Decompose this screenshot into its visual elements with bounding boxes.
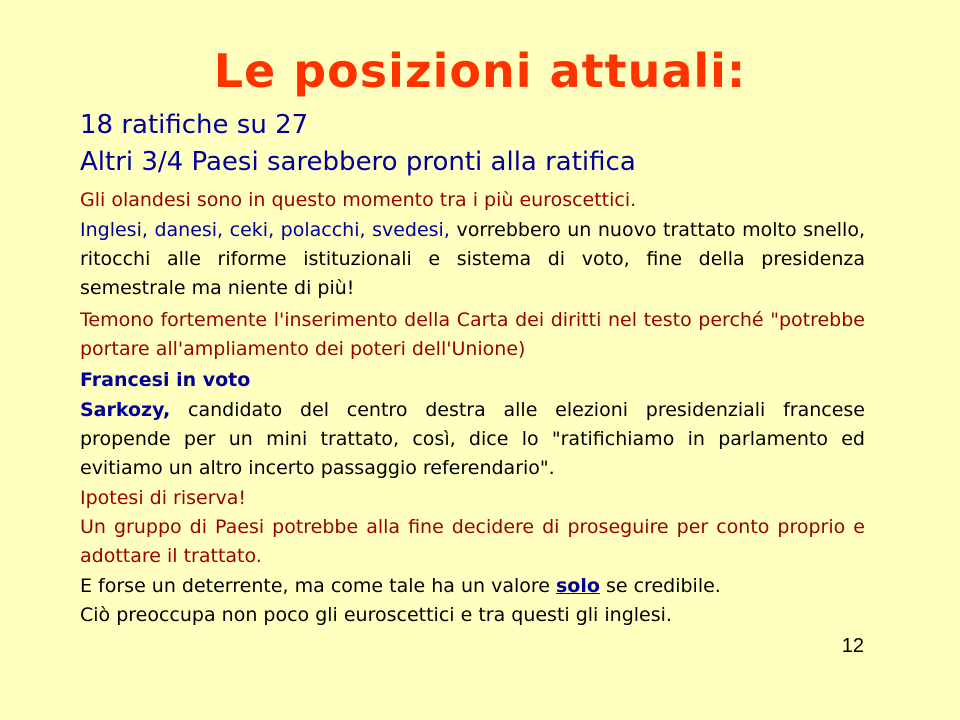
paragraph-sarkozy	[80, 396, 865, 483]
paragraph-inglesi-rest: vorrebbero un nuovo trattato molto snello, ritocchi alle riforme istituzionali e sistema di voto, fine della presidenza semestrale ma niente di più!	[80, 219, 865, 299]
paragraph-ipotesi: Ipotesi di riserva!	[80, 487, 247, 509]
paragraph-inglesi	[80, 216, 865, 303]
subheading-altri-paesi: Altri 3/4 Paesi sarebbero pronti alla ratifica	[80, 147, 636, 177]
slide-title: Le posizioni attuali:	[213, 44, 747, 98]
paragraph-temono: Temono fortemente l'inserimento della Carta dei diritti nel testo perché "potrebbe portare all'ampliamento dei poteri dell'Unione)	[80, 309, 865, 360]
paragraph-olandesi: Gli olandesi sono in questo momento tra i più euroscettici.	[80, 189, 637, 211]
paragraph-sarkozy-rest: candidato del centro destra alle elezioni presidenziali francese propende per un mini trattato, così, dice lo "ratifichiamo in parlamento ed evitiamo un altro incerto passaggio referendario".	[80, 399, 865, 479]
paragraph-deterrente-solo: solo	[556, 575, 600, 597]
paragraph-gruppo: Un gruppo di Paesi potrebbe alla fine decidere di proseguire per conto proprio e adottare il trattato.	[80, 516, 865, 567]
paragraph-deterrente	[80, 572, 865, 601]
paragraph-preoccupa: Ciò preoccupa non poco gli euroscettici e tra questi gli inglesi.	[80, 604, 672, 626]
paragraph-francesi: Francesi in voto	[80, 369, 251, 391]
paragraph-inglesi-lead: Inglesi, danesi, ceki, polacchi, svedesi,	[80, 219, 450, 241]
paragraph-sarkozy-lead: Sarkozy,	[80, 399, 171, 421]
paragraph-deterrente-b: se credibile.	[599, 575, 721, 597]
paragraph-deterrente-a: E forse un deterrente, ma come tale ha un valore	[80, 575, 556, 597]
page-number: 12	[841, 635, 864, 657]
subheading-ratifiche: 18 ratifiche su 27	[80, 110, 309, 140]
